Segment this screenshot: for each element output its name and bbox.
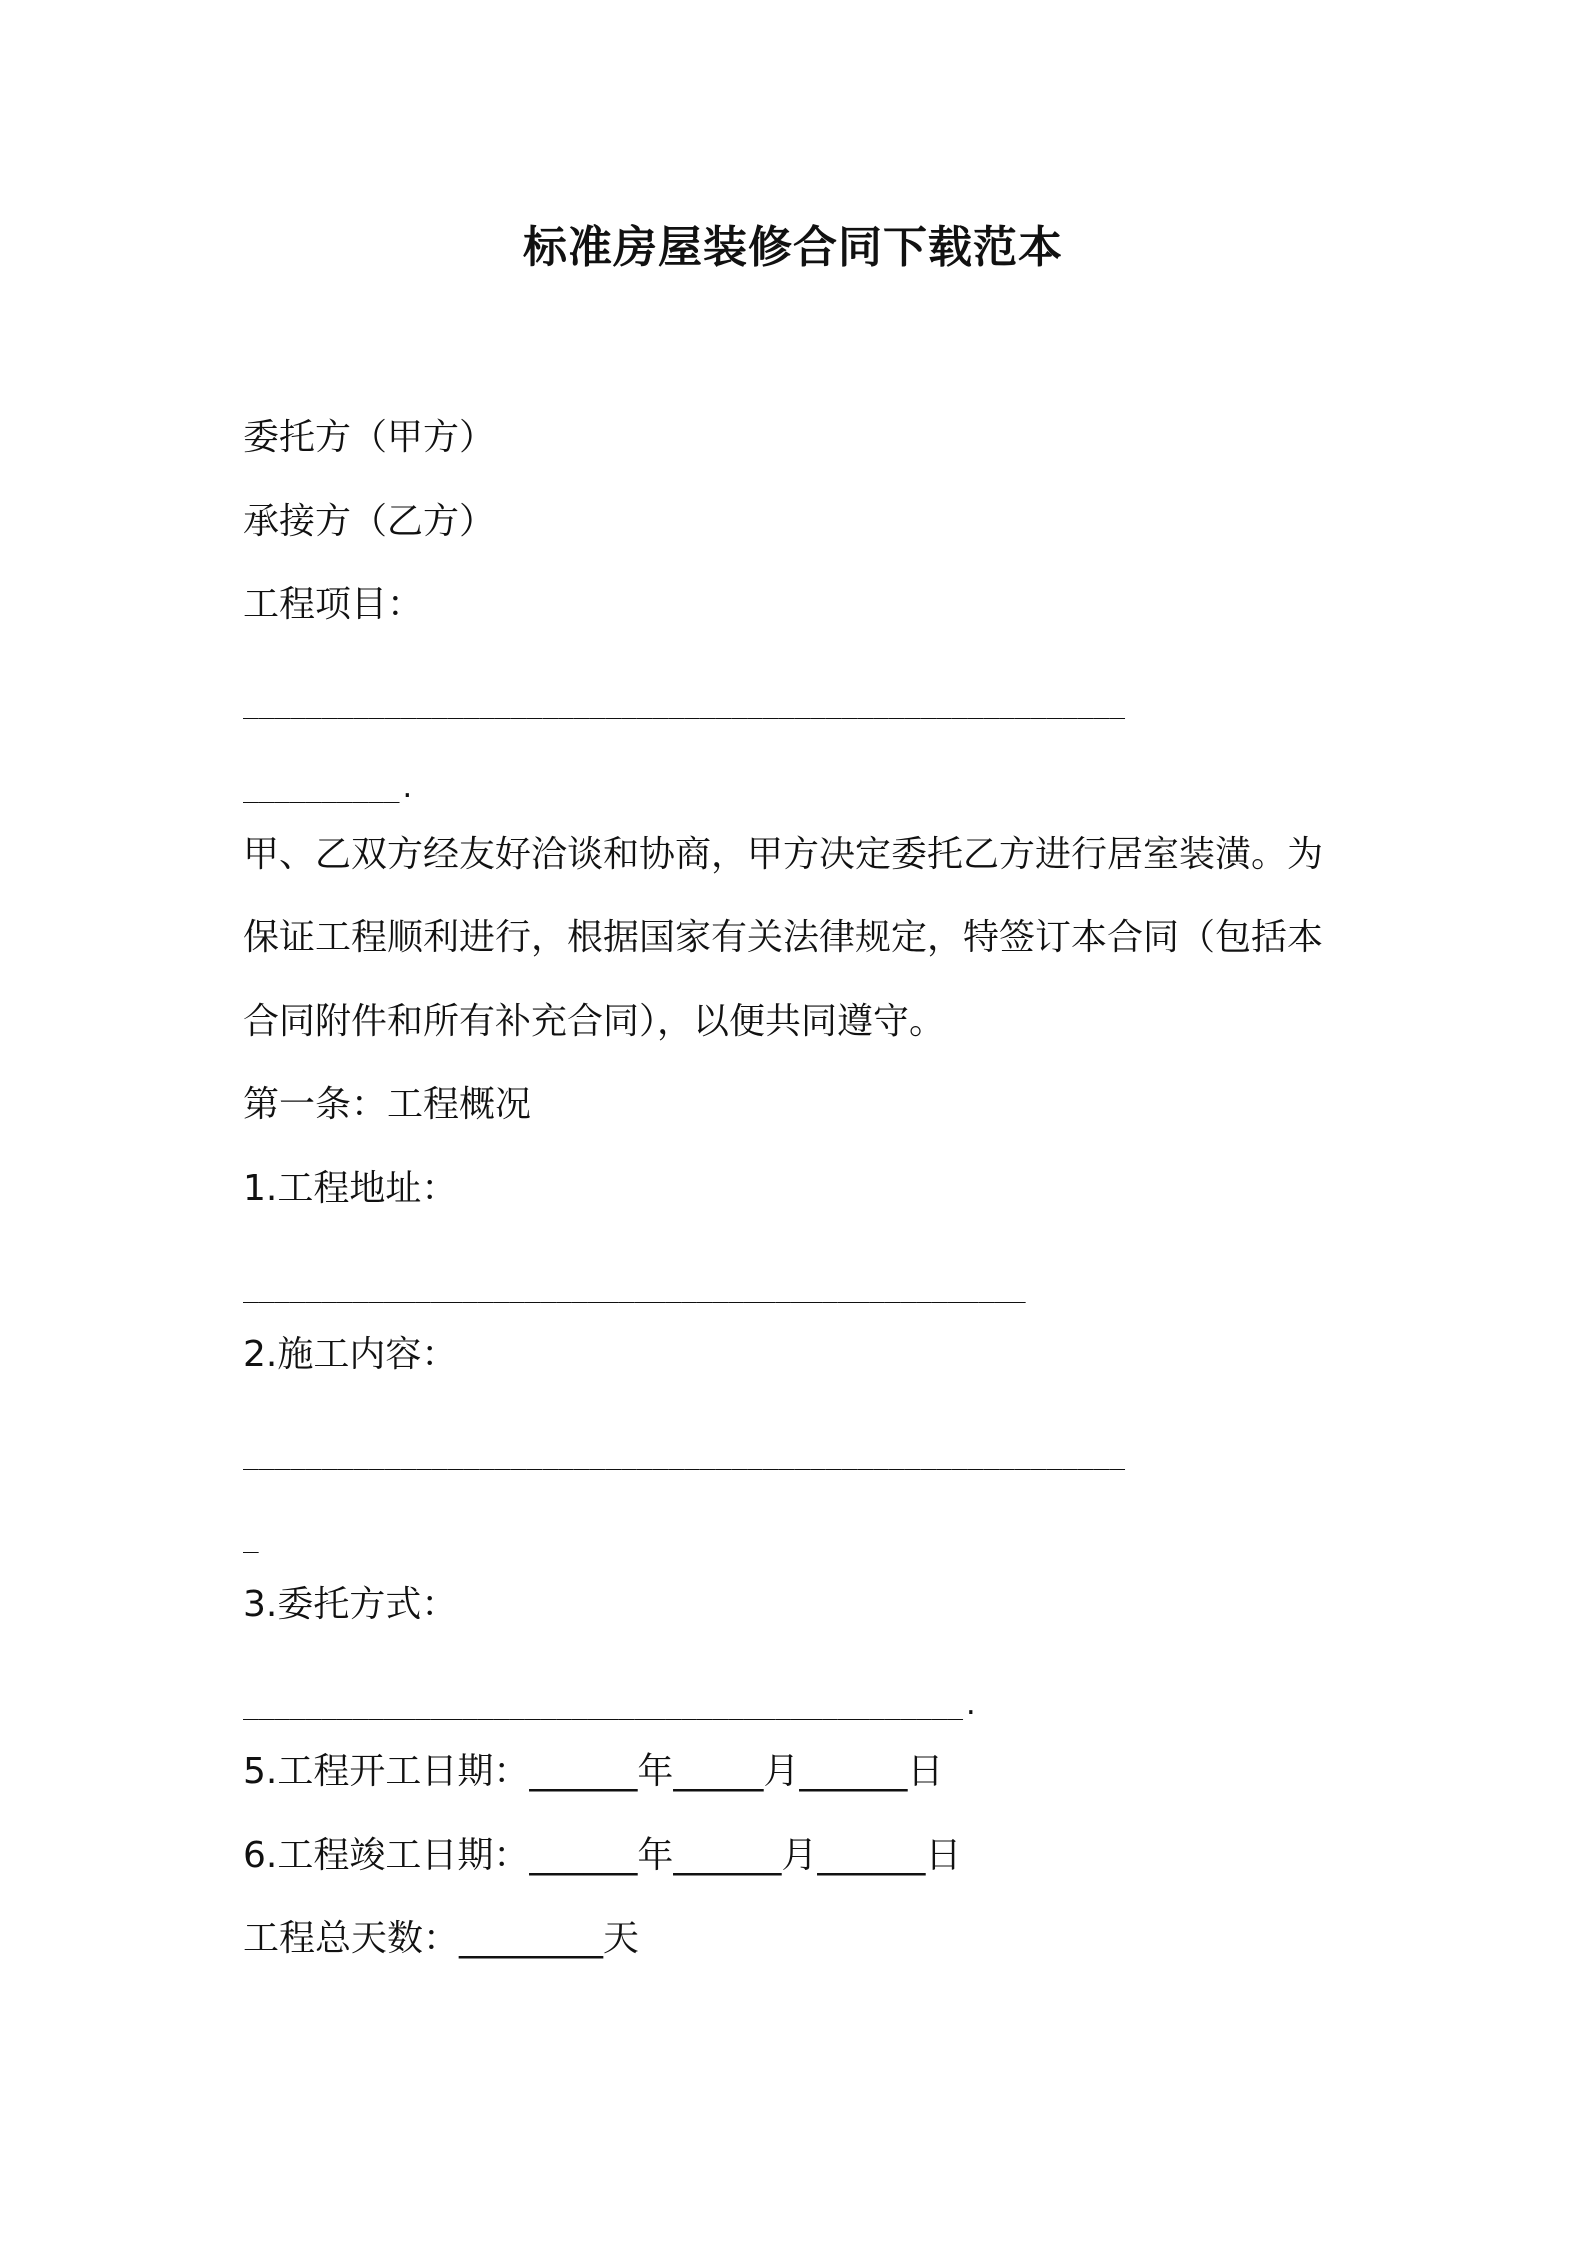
completion-date-line: 6.工程竣工日期：______年______月______日	[243, 1835, 962, 1876]
project-address-blank: __________________________________________________	[243, 1274, 1026, 1304]
project-address-label: 1.工程地址：	[243, 1168, 458, 1209]
preamble-line-2: 保证工程顺利进行，根据国家有关法律规定，特签订本合同（包括本	[243, 917, 1324, 958]
party-a-line: 委托方（甲方）	[243, 417, 496, 458]
start-date-line: 5.工程开工日期：______年_____月______日	[243, 1751, 944, 1792]
document-title: 标准房屋装修合同下载范本	[523, 222, 1063, 273]
commission-method-blank: ______________________________________________.	[243, 1691, 979, 1721]
article-one-heading: 第一条：工程概况	[243, 1084, 532, 1125]
construction-content-label: 2.施工内容：	[243, 1334, 458, 1375]
commission-method-label: 3.委托方式：	[243, 1584, 458, 1625]
project-label: 工程项目：	[243, 584, 424, 625]
construction-content-blank: ________________________________________________________	[243, 1441, 1126, 1471]
construction-content-blank-cont: _	[243, 1524, 259, 1554]
preamble-line-1: 甲、乙双方经友好洽谈和协商，甲方决定委托乙方进行居室装潢。为	[243, 834, 1324, 875]
party-b-line: 承接方（乙方）	[243, 501, 496, 542]
preamble-line-3: 合同附件和所有补充合同），以便共同遵守。	[243, 1001, 946, 1042]
total-days-line: 工程总天数：________天	[243, 1918, 640, 1959]
project-blank-line-cont: __________.	[243, 774, 416, 804]
project-blank-line: ________________________________________________________	[243, 690, 1126, 720]
